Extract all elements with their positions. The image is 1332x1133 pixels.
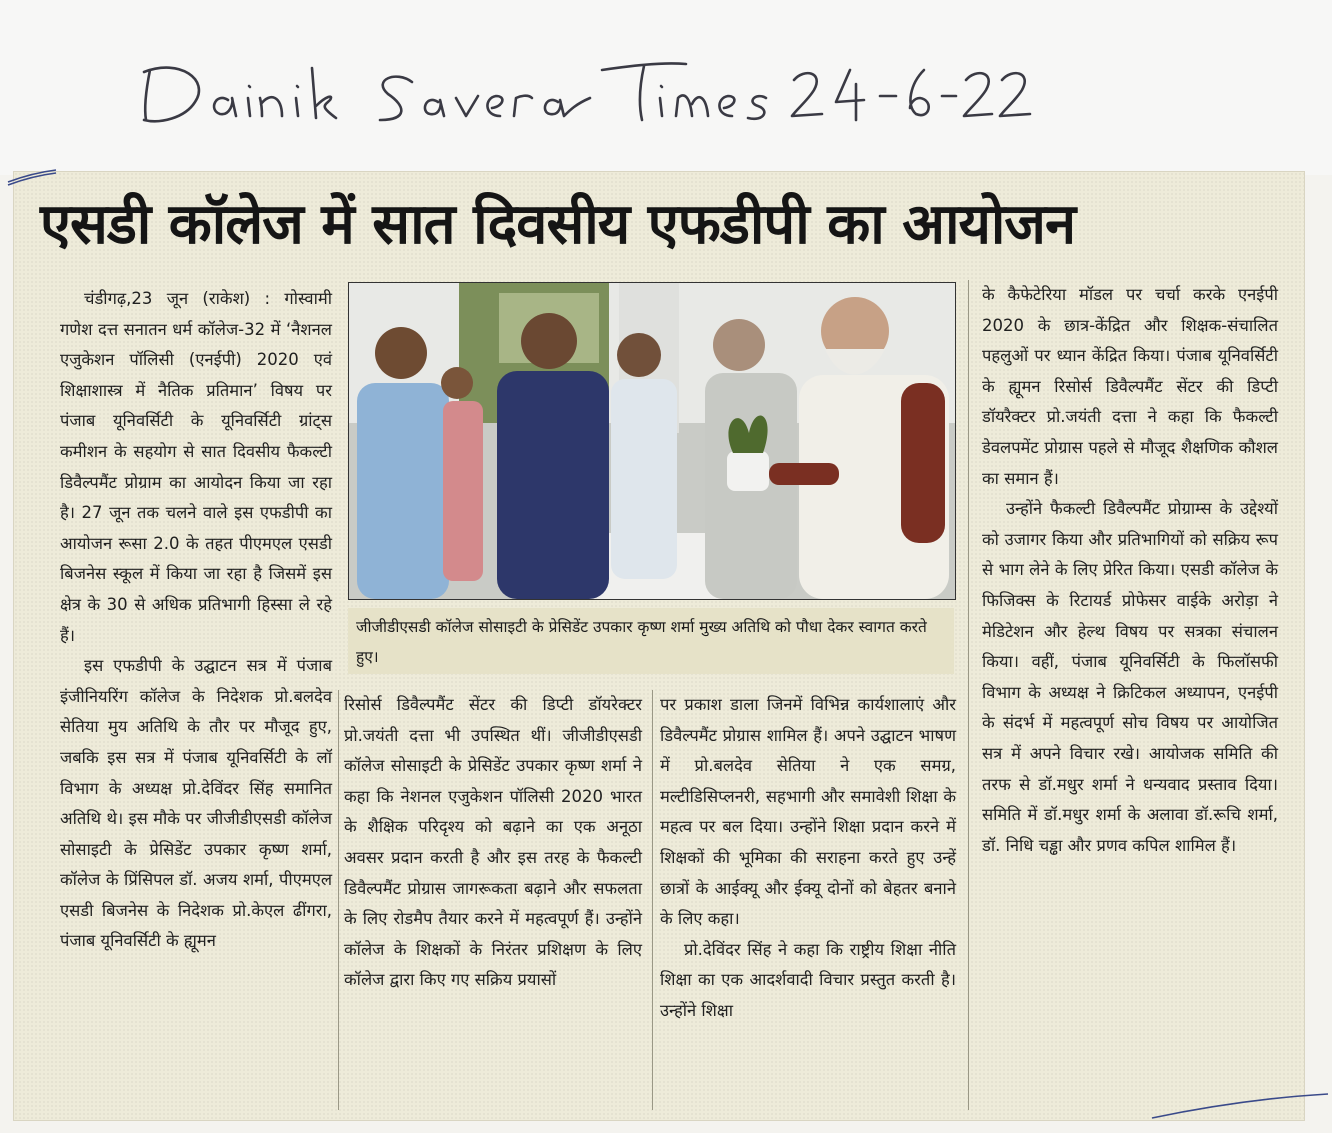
news-photo	[348, 282, 956, 600]
pen-mark	[1150, 1092, 1330, 1122]
handwritten-note	[140, 40, 1040, 130]
column-divider	[652, 690, 653, 1110]
article-column-4	[982, 280, 1278, 861]
photo-image	[349, 283, 955, 599]
paragraph: के कैफेटेरिया मॉडल पर चर्चा करके एनईपी 2020 के छात्र-केंद्रित और शिक्षक-संचालित पहलुओं पर ध्यान केंद्रित किया। पंजाब यूनिवर्सिटी के ह्यूमन रिसोर्स डिवैल्पमैंट सेंटर की डिप्टी डॉयरैक्टर प्रो.जयंती दत्ता ने कहा कि फैकल्टी डेवलपमेंट प्रोग्रास पहले से मौजूद शैक्षणिक कौशल का समान हैं।	[982, 285, 1278, 488]
article-column-3	[660, 690, 956, 1027]
article-column-1	[60, 284, 332, 957]
paragraph: पर प्रकाश डाला जिनमें विभिन्न कार्यशालाएं और डिवैल्पमैंट प्रोग्रास शामिल हैं। अपने उद्घाटन भाषण में प्रो.बलदेव सेतिया ने एक समग्र, मल्टीडिसिप्लनरी, सहभागी और समावेशी शिक्षा के महत्व पर बल दिया। उन्होंने शिक्षा प्रदान करने में शिक्षकों की भूमिका की सराहना करते हुए उन्हें छात्रों के आईक्यू और ईक्यू दोनों को बेहतर बनाने के लिए कहा।	[660, 695, 956, 929]
paragraph: चंडीगढ़,23 जून (राकेश) : गोस्वामी गणेश दत्त सनातन धर्म कॉलेज-32 में ‘नैशनल एजुकेशन पॉलिसी (एनईपी) 2020 एवं शिक्षाशास्त्र में नैतिक प्रतिमान’ विषय पर पंजाब यूनिवर्सिटी के यूनिवर्सिटी ग्रांट्स कमीशन के सहयोग से सात दिवसीय फैकल्टी डिवैल्पमैंट प्रोग्राम का आयोदन किया जा रहा है। 27 जून तक चलने वाले इस एफडीपी का आयोजन रूसा 2.0 के तहत पीएमएल एसडी बिजनेस स्कूल में किया जा रहा है जिसमें इस क्षेत्र के 30 से अधिक प्रतिभागी हिस्सा ले रहे हैं।	[60, 289, 332, 645]
paragraph: उन्होंने फैकल्टी डिवैल्पमैंट प्रोग्राम्स के उद्देश्यों को उजागर किया और प्रतिभागियों को सक्रिय रूप से भाग लेने के लिए प्रेरित किया। एसडी कॉलेज के फिजिक्स के रिटायर्ड प्रोफेसर वाईके अरोड़ा ने मेडिटेशन और हेल्थ विषय पर सत्रका संचालन किया। वहीं, पंजाब यूनिवर्सिटी के फिलॉसफी विभाग के अध्यक्ष ने क्रिटिकल अध्यापन, एनईपी के संदर्भ में महत्वपूर्ण सोच विषय पर आयोजित सत्र में अपने विचार रखे। आयोजक समिति की तरफ से डॉ.मधुर शर्मा ने धन्यवाद प्रस्ताव दिया। समिति में डॉ.मधुर शर्मा के अलावा डॉ.रूचि शर्मा, डॉ. निधि चड्ढा और प्रणव कपिल शामिल हैं।	[982, 499, 1278, 855]
paragraph: रिसोर्स डिवैल्पमैंट सेंटर की डिप्टी डॉयरेक्टर प्रो.जयंती दत्ता भी उपस्थित थीं। जीजीडीएसडी कॉलेज सोसाइटी के प्रेसिडेंट उपकार कृष्ण शर्मा ने कहा कि नेशनल एजुकेशन पॉलिसी 2020 भारत के शैक्षिक परिदृश्य को बढ़ाने का एक अनूठा अवसर प्रदान करती है और इस तरह के फैकल्टी डिवैल्पमैंट प्रोग्रास जागरूकता बढ़ाने और सफलता के लिए रोडमैप तैयार करने में महत्वपूर्ण हैं। उन्होंने कॉलेज के शिक्षकों के निरंतर प्रशिक्षण के लिए कॉलेज द्वारा किए गए सक्रिय प्रयासों	[344, 695, 642, 990]
article-column-2	[344, 690, 642, 996]
column-divider	[338, 690, 339, 1110]
paragraph: प्रो.देविंदर सिंह ने कहा कि राष्ट्रीय शिक्षा नीति शिक्षा का एक आदर्शवादी विचार प्रस्तुत करती है। उन्होंने शिक्षा	[660, 939, 956, 1020]
photo-caption: जीजीडीएसडी कॉलेज सोसाइटी के प्रेसिडेंट उपकार कृष्ण शर्मा मुख्य अतिथि को पौधा देकर स्वागत करते हुए।	[348, 608, 954, 674]
paragraph: इस एफडीपी के उद्घाटन सत्र में पंजाब इंजीनियरिंग कॉलेज के निदेशक प्रो.बलदेव सेतिया मुय अतिथि के तौर पर मौजूद हुए, जबकि इस सत्र में पंजाब यूनिवर्सिटी के लॉ विभाग के अध्यक्ष प्रो.देविंदर सिंह समानित अतिथि थे। इस मौके पर जीजीडीएसडी कॉलेज सोसाइटी के प्रेसिडेंट उपकार कृष्ण शर्मा, कॉलेज के प्रिंसिपल डॉ. अजय शर्मा, पीएमएल एसडी बिजनेस के निदेशक प्रो.केएल ढींगरा, पंजाब यूनिवर्सिटी के ह्यूमन	[60, 656, 332, 951]
column-divider	[968, 280, 969, 1110]
pen-mark	[6, 168, 58, 186]
headline: एसडी कॉलेज में सात दिवसीय एफडीपी का आयोजन	[40, 192, 1076, 257]
